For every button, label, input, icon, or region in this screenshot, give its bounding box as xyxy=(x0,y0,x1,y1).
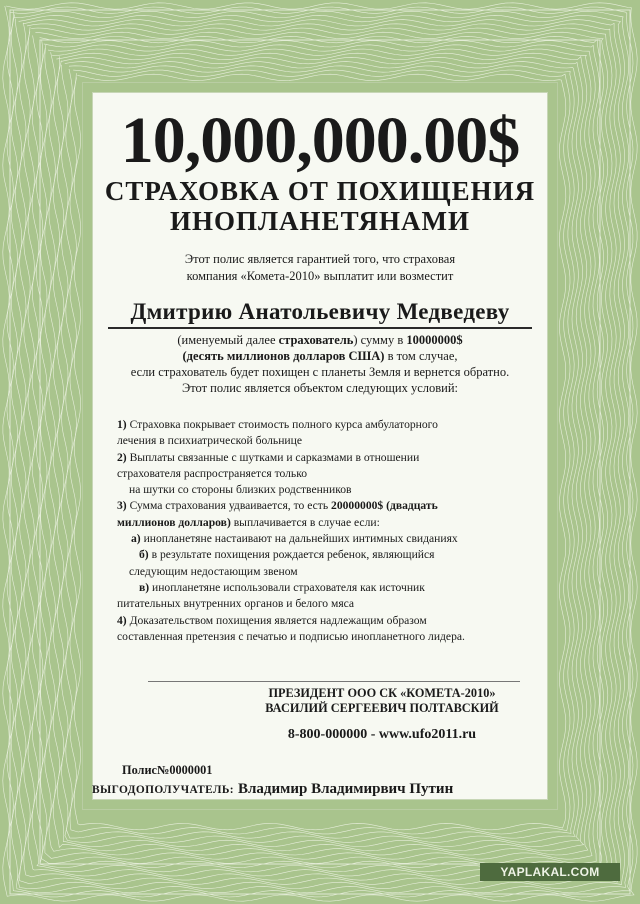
condition-text: Сумма страхования удваивается, то есть xyxy=(126,499,332,513)
condition-number: 1) xyxy=(117,418,127,431)
intro-line-2: компания «Комета-2010» выплатит или возместит xyxy=(186,269,454,283)
intro-text xyxy=(140,251,500,285)
term-sum-words: (десять миллионов долларов США) xyxy=(182,349,385,363)
condition-text: Выплаты связанные с шутками и сарказмами в отношении xyxy=(126,450,420,464)
terms-line-2 xyxy=(108,348,532,364)
terms-text xyxy=(108,332,532,396)
president-block xyxy=(232,686,532,716)
beneficiary-name: Владимир Владимирвич Путин xyxy=(237,781,454,797)
terms-line-4: Этот полис является объектом следующих условий: xyxy=(181,381,459,395)
title-line-1: СТРАХОВКА ОТ ПОХИЩЕНИЯ xyxy=(104,176,536,206)
signature-line xyxy=(148,681,520,682)
subcondition-text: в результате похищения рождается ребенок, являющийся xyxy=(148,548,435,562)
title-line-2: ИНОПЛАНЕТЯНАМИ xyxy=(169,206,471,236)
terms-line-1 xyxy=(108,332,532,348)
conditions-list xyxy=(117,417,537,645)
term-insured-word: страхователь xyxy=(278,333,354,347)
subcondition-letter: в) xyxy=(139,580,150,594)
beneficiary xyxy=(92,780,453,798)
condition-text: Доказательством похищения является надлежащим образом xyxy=(126,613,427,627)
condition-sum: 20000000$ (двадцать xyxy=(331,499,438,513)
contact-info: 8-800-000000 - www.ufo2011.ru xyxy=(287,727,477,742)
condition-3v-line-2: питательных внутренних органов и белого мяса xyxy=(117,597,355,611)
president-name: ВАСИЛИЙ СЕРГЕЕВИЧ ПОЛТАВСКИЙ xyxy=(265,701,499,715)
condition-2-line-3: на шутки со стороны близких родственников xyxy=(129,483,352,497)
subcondition-letter: б) xyxy=(139,548,149,562)
condition-3-line-1 xyxy=(117,498,537,514)
beneficiary-label: ВЫГОДОПОЛУЧАТЕЛЬ: xyxy=(92,784,234,796)
watermark: YAPLAKAL.COM xyxy=(480,863,620,881)
policy-number: Полис№0000001 xyxy=(122,763,213,777)
subcondition-letter: а) xyxy=(131,532,141,546)
terms-text-part: в том случае, xyxy=(384,349,458,363)
condition-text: Страховка покрывает стоимость полного курса амбулаторного xyxy=(126,418,438,431)
president-title: ПРЕЗИДЕНТ ООО СК «КОМЕТА-2010» xyxy=(268,686,496,700)
condition-number: 2) xyxy=(117,450,127,464)
terms-text-part: (именуемый далее xyxy=(177,333,279,347)
terms-line-3: если страхователь будет похищен с планеты Земля и вернется обратно. xyxy=(130,365,510,379)
insured-name: Дмитрию Анатольевичу Медведеву xyxy=(130,299,510,324)
condition-1-line-1 xyxy=(117,417,537,433)
condition-2-line-2: страхователя распространяется только xyxy=(117,466,308,480)
insured-amount: 10,000,000.00$ xyxy=(120,104,520,177)
condition-3b-line-1 xyxy=(117,547,537,563)
condition-text: выплачивается в случае если: xyxy=(230,515,380,529)
condition-2-line-1 xyxy=(117,450,537,466)
condition-1-line-2: лечения в психиатрической больнице xyxy=(117,434,302,448)
condition-4-line-2: составленная претензия с печатью и подписью инопланетного лидера. xyxy=(117,629,465,643)
subcondition-text: инопланетяне настаивают на дальнейших интимных свиданиях xyxy=(140,532,458,546)
condition-sum: миллионов долларов) xyxy=(117,515,231,529)
condition-3v-line-1 xyxy=(117,580,537,596)
intro-line-1: Этот полис является гарантией того, что страховая xyxy=(184,252,456,266)
condition-4-line-1 xyxy=(117,613,537,629)
name-underline xyxy=(108,327,532,329)
condition-3a xyxy=(117,531,537,547)
terms-text-part: ) сумму в xyxy=(353,333,407,347)
subcondition-text: инопланетяне использовали страхователя как источник xyxy=(149,580,425,594)
condition-number: 3) xyxy=(117,499,127,513)
condition-3b-line-2: следующим недостающим звеном xyxy=(129,564,298,578)
term-sum: 10000000$ xyxy=(406,333,463,347)
condition-number: 4) xyxy=(117,613,127,627)
condition-3-line-2 xyxy=(117,515,537,531)
